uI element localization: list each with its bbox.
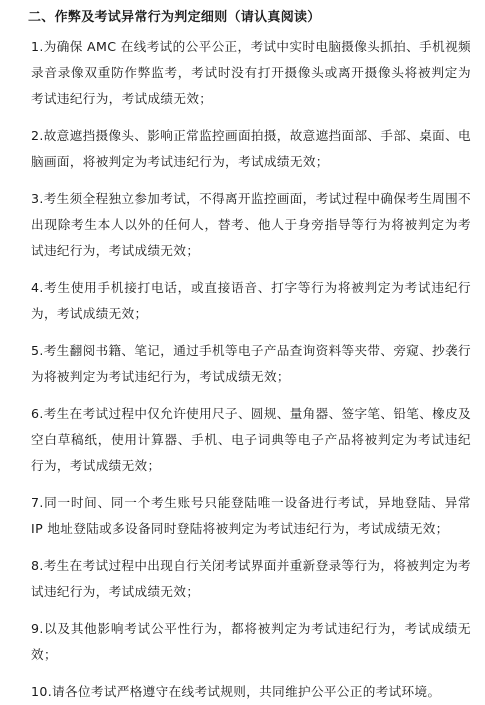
rules-list <box>31 34 471 705</box>
rule-item: 3.考生须全程独立参加考试，不得离开监控画面，考试过程中确保考生周围不出现除考生本人以外的任何人，替考、他人于身旁指导等行为将被判定为考试违纪行为，考试成绩无效； <box>31 191 471 258</box>
rule-item: 6.考生在考试过程中仅允许使用尺子、圆规、量角器、签字笔、铅笔、橡皮及空白草稿纸，使用计算器、手机、电子词典等电子产品将被判定为考试违纪行为，考试成绩无效； <box>31 406 471 473</box>
rule-item: 2.故意遮挡摄像头、影响正常监控画面拍摄，故意遮挡面部、手部、桌面、电脑画面，将被判定为考试违纪行为，考试成绩无效； <box>31 128 471 169</box>
rule-item: 4.考生使用手机接打电话，或直接语音、打字等行为将被判定为考试违纪行为，考试成绩无效； <box>31 280 471 321</box>
rule-item: 7.同一时间、同一个考生账号只能登陆唯一设备进行考试，异地登陆、异常 IP 地址登陆或多设备同时登陆将被判定为考试违纪行为，考试成绩无效； <box>31 495 471 536</box>
rule-item: 5.考生翻阅书籍、笔记，通过手机等电子产品查询资料等夹带、旁窥、抄袭行为将被判定为考试违纪行为，考试成绩无效； <box>31 343 471 384</box>
rule-item: 10.请各位考试严格遵守在线考试规则，共同维护公平公正的考试环境。 <box>31 684 441 699</box>
section-heading: 二、作弊及考试异常行为判定细则（请认真阅读） <box>28 10 321 25</box>
rule-item: 1.为确保 AMC 在线考试的公平公正，考试中实时电脑摄像头抓拍、手机视频录音录像双重防作弊监考，考试时没有打开摄像头或离开摄像头将被判定为考试违纪行为，考试成绩无效； <box>31 39 471 106</box>
rule-item: 8.考生在考试过程中出现自行关闭考试界面并重新登录等行为，将被判定为考试违纪行为，考试成绩无效； <box>31 558 471 599</box>
rule-item: 9.以及其他影响考试公平性行为，都将被判定为考试违纪行为，考试成绩无效； <box>31 621 471 662</box>
